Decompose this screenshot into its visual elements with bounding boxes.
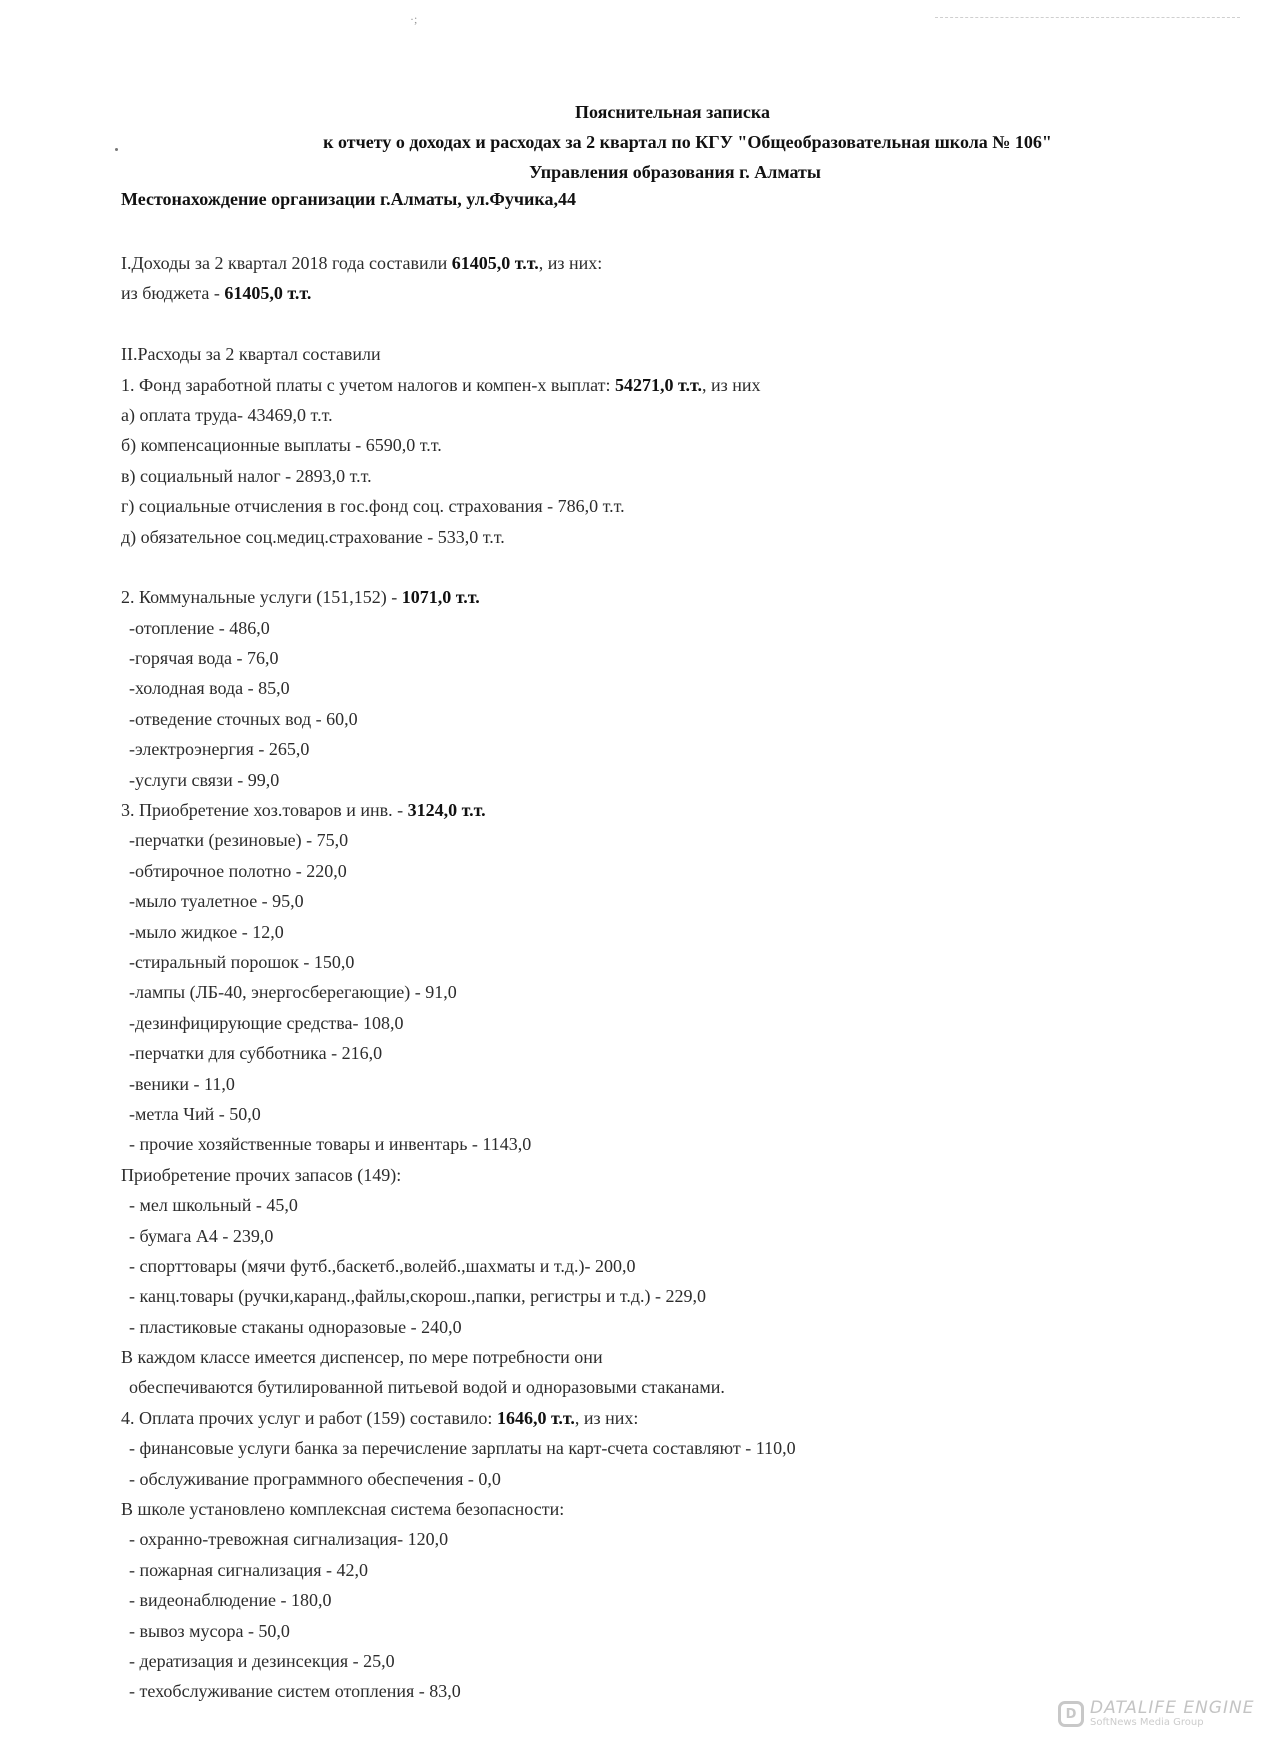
document-header: [0, 97, 1275, 187]
income-budget-label: из бюджета -: [121, 283, 225, 304]
utilities-item: -горячая вода - 76,0: [129, 648, 279, 669]
spacer: [121, 552, 1221, 582]
household-item: -перчатки для субботника - 216,0: [129, 1043, 383, 1064]
household-item: -перчатки (резиновые) - 75,0: [129, 830, 349, 851]
security-item: - охранно-тревожная сигнализация- 120,0: [129, 1529, 449, 1550]
household-item: -веники - 11,0: [129, 1073, 235, 1094]
income-total-suffix: , из них:: [538, 253, 603, 273]
document-body: [121, 248, 1221, 1707]
payroll-line: [121, 370, 1221, 400]
household-amount: 3124,0 т.т.: [407, 800, 486, 821]
utilities-item: -отопление - 486,0: [129, 617, 270, 638]
utilities-item: -отведение сточных вод - 60,0: [129, 708, 358, 729]
payroll-item: а) оплата труда- 43469,0 т.т.: [121, 404, 333, 425]
dispenser-note: В каждом классе имеется диспенсер, по мере потребности они: [121, 1347, 603, 1368]
household-item: -лампы (ЛБ-40, энергосберегающие) - 91,0: [129, 982, 457, 1003]
payroll-amount: 54271,0 т.т.: [615, 374, 702, 395]
household-item: -дезинфицирующие средства- 108,0: [129, 1012, 404, 1033]
other-supplies-item: - канц.товары (ручки,каранд.,файлы,скорош.,папки, регистры и т.д.) - 229,0: [129, 1286, 707, 1307]
payroll-label: 1. Фонд заработной платы с учетом налогов и компен-х выплат:: [121, 374, 616, 395]
payroll-item: г) социальные отчисления в гос.фонд соц. страхования - 786,0 т.т.: [121, 496, 625, 517]
scan-artifact: ·;: [410, 12, 418, 26]
utilities-line: [121, 582, 1221, 612]
household-item: -стиральный порошок - 150,0: [129, 951, 355, 972]
other-supplies-item: - мел школьный - 45,0: [129, 1195, 298, 1216]
security-item: - техобслуживание систем отопления - 83,0: [129, 1681, 461, 1702]
spacer: [121, 309, 1221, 339]
income-total-label: I.Доходы за 2 квартал 2018 года составили: [121, 253, 452, 273]
services-item: - обслуживание программного обеспечения - 0,0: [129, 1468, 501, 1489]
utilities-label: 2. Коммунальные услуги (151,152) -: [121, 587, 402, 608]
payroll-item: д) обязательное соц.медиц.страхование - 533,0 т.т.: [121, 526, 505, 547]
household-item: -обтирочное полотно - 220,0: [129, 860, 347, 881]
other-supplies-heading: Приобретение прочих запасов (149):: [121, 1164, 402, 1185]
services-label: 4. Оплата прочих услуг и работ (159) составило:: [121, 1407, 497, 1428]
watermark-text: [1090, 1700, 1254, 1728]
income-total-amount: 61405,0 т.т.: [451, 253, 539, 273]
household-item: -мыло туалетное - 95,0: [129, 891, 304, 912]
expenses-heading: II.Расходы за 2 квартал составили: [121, 344, 381, 365]
security-item: - вывоз мусора - 50,0: [129, 1620, 290, 1641]
income-budget-amount: 61405,0 т.т.: [224, 283, 312, 304]
household-line: [121, 795, 1221, 825]
household-item: - прочие хозяйственные товары и инвентарь - 1143,0: [129, 1134, 532, 1155]
services-line: [121, 1403, 1221, 1433]
datalife-logo-icon: D: [1058, 1701, 1084, 1727]
payroll-item: б) компенсационные выплаты - 6590,0 т.т.: [121, 435, 442, 456]
security-item: - дератизация и дезинсекция - 25,0: [129, 1650, 395, 1671]
services-item: - финансовые услуги банка за перечисление зарплаты на карт-счета составляют - 110,0: [129, 1438, 796, 1459]
other-supplies-item: - пластиковые стаканы одноразовые - 240,0: [129, 1316, 462, 1337]
utilities-item: -услуги связи - 99,0: [129, 769, 280, 790]
watermark-company: SoftNews Media Group: [1090, 1716, 1204, 1728]
security-heading: В школе установлено комплексная система безопасности:: [121, 1499, 565, 1520]
document-subtitle: к отчету о доходах и расходах за 2 квартал по КГУ "Общеобразовательная школа № 106": [323, 132, 1052, 152]
income-budget-line: [121, 278, 1221, 308]
scan-artifact-line: [935, 17, 1240, 18]
utilities-amount: 1071,0 т.т.: [401, 587, 480, 608]
utilities-item: -холодная вода - 85,0: [129, 678, 290, 699]
household-item: -мыло жидкое - 12,0: [129, 921, 284, 942]
household-label: 3. Приобретение хоз.товаров и инв. -: [121, 800, 408, 821]
security-item: - видеонаблюдение - 180,0: [129, 1590, 332, 1611]
security-item: - пожарная сигнализация - 42,0: [129, 1559, 369, 1580]
watermark-brand: DATALIFE ENGINE: [1090, 1698, 1255, 1718]
services-amount: 1646,0 т.т.: [496, 1407, 575, 1428]
payroll-suffix: , из них: [702, 374, 761, 395]
income-total-line: [121, 248, 1221, 278]
document-organization: Управления образования г. Алматы: [529, 162, 821, 182]
document-title: Пояснительная записка: [574, 102, 770, 122]
other-supplies-item: - спорттовары (мячи футб.,баскетб.,волейб.,шахматы и т.д.)- 200,0: [129, 1255, 636, 1276]
watermark: [1058, 1700, 1254, 1728]
utilities-item: -электроэнергия - 265,0: [129, 739, 310, 760]
services-suffix: , из них:: [574, 1407, 639, 1428]
payroll-item: в) социальный налог - 2893,0 т.т.: [121, 465, 372, 486]
dispenser-note-continued: обеспечиваются бутилированной питьевой водой и одноразовыми стаканами.: [129, 1377, 725, 1398]
organization-location: Местонахождение организации г.Алматы, ул.Фучика,44: [121, 189, 576, 209]
other-supplies-item: - бумага А4 - 239,0: [129, 1225, 274, 1246]
household-item: -метла Чий - 50,0: [129, 1103, 261, 1124]
